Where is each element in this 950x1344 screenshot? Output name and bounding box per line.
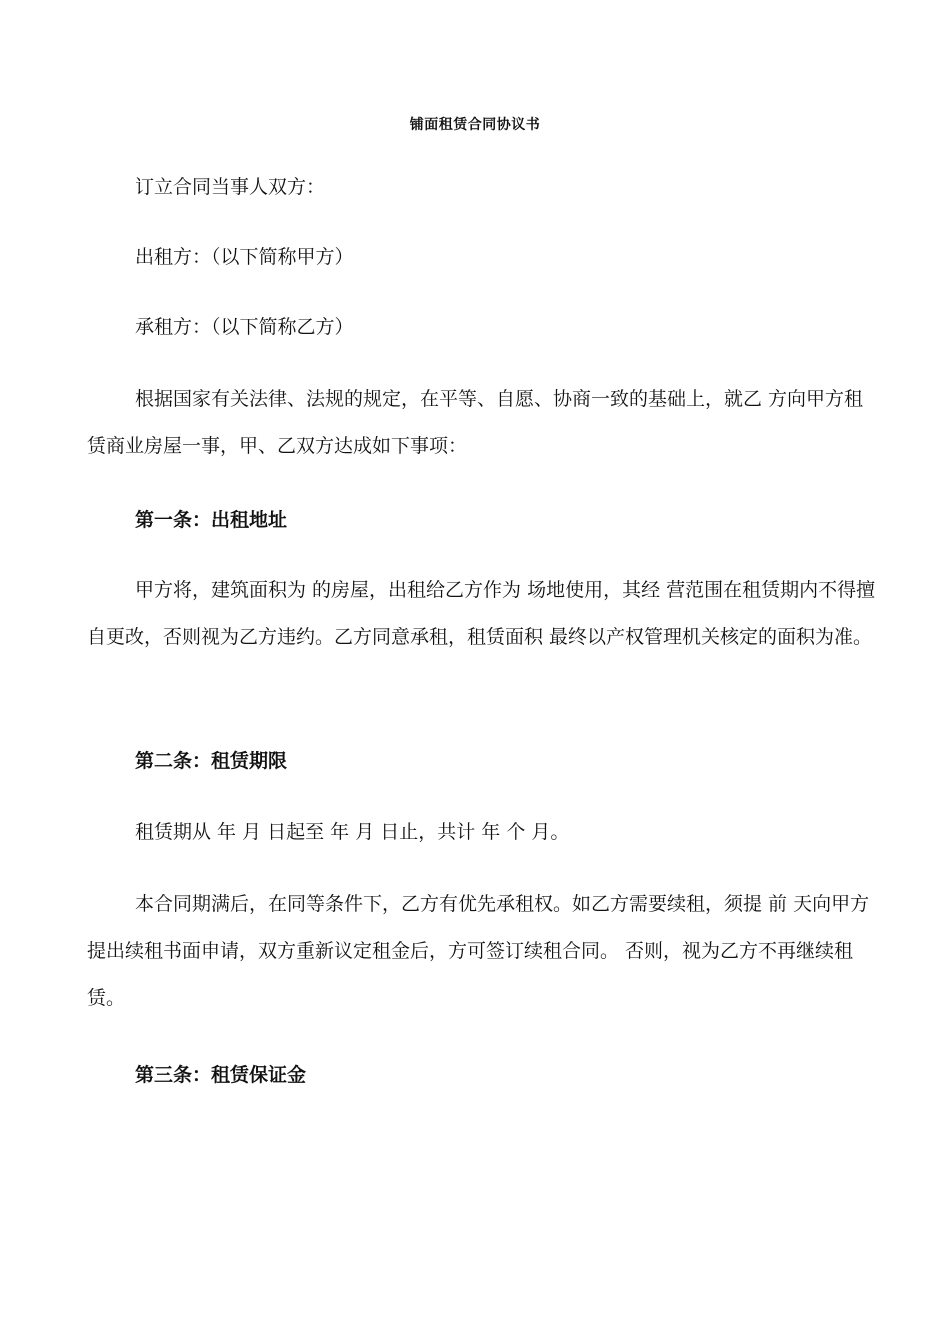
article2-term-paragraph: 租赁期从 年 月 日起至 年 月 日止，共计 年 个 月。 [135,821,570,843]
lessee-line: 承租方：（以下简称乙方） [135,316,354,338]
article3-heading: 第三条：租赁保证金 [135,1064,307,1086]
lessor-line: 出租方：（以下简称甲方） [135,246,354,268]
preamble-paragraph: 根据国家有关法律、法规的规定，在平等、自愿、协商一致的基础上，就乙 方向甲方租赁商业房屋一事，甲、乙双方达成如下事项： [87,388,864,457]
parties-intro: 订立合同当事人双方： [135,176,326,198]
article2-renewal-paragraph: 本合同期满后，在同等条件下，乙方有优先承租权。如乙方需要续租，须提 前 天向甲方提出续租书面申请，双方重新议定租金后，方可签订续租合同。 否则，视为乙方不再继续租赁。 [87,893,870,1009]
document-title: 铺面租赁合同协议书 [409,117,541,133]
article1-paragraph: 甲方将，建筑面积为 的房屋，出租给乙方作为 场地使用，其经 营范围在租赁期内不得擅自更改，否则视为乙方违约。乙方同意承租，租赁面积 最终以产权管理机关核定的面积为准。 [87,579,876,648]
article2-heading: 第二条：租赁期限 [135,750,288,772]
article1-heading: 第一条：出租地址 [135,509,288,531]
